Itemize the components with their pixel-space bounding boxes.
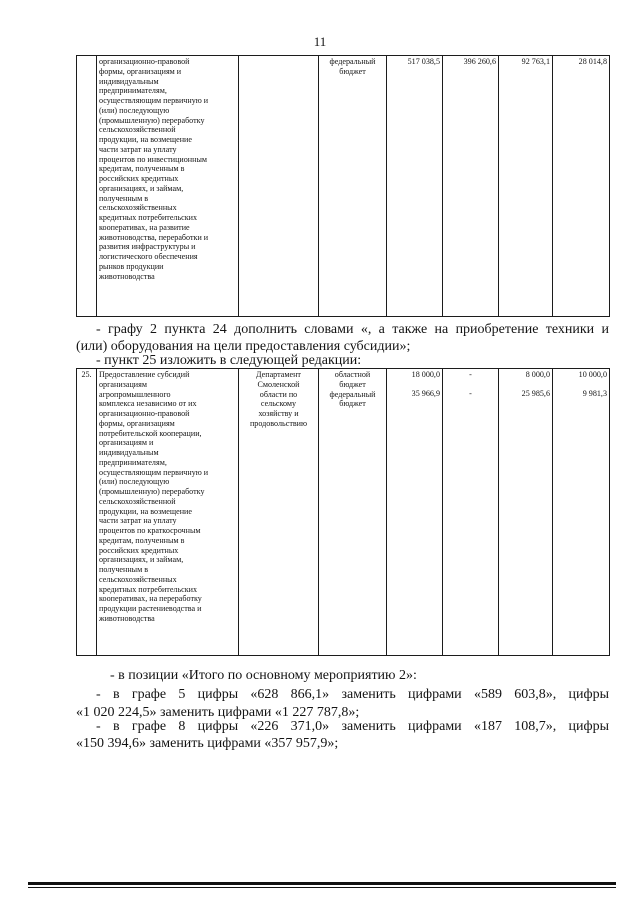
amendment-column-8: - в графе 8 цифры «226 371,0» заменить цифрами «187 108,7», цифры	[96, 719, 609, 734]
value-federal-year-3: 9 981,3	[582, 388, 607, 398]
value-federal-year-2: 25 985,6	[521, 388, 550, 398]
table-row	[77, 369, 610, 656]
table-continuation	[76, 55, 610, 317]
amendment-paragraph-24-cont: (или) оборудования на цели предоставления субсидии»;	[76, 339, 411, 354]
cell-number	[77, 56, 97, 317]
cell-executor	[239, 56, 319, 317]
value-regional-year-3: 10 000,0	[578, 370, 607, 379]
cell-source	[319, 369, 387, 656]
amendment-column-5: - в графе 5 цифры «628 866,1» заменить цифрами «589 603,8», цифры	[96, 687, 609, 702]
cell-year-1	[443, 369, 499, 656]
page-number: 11	[313, 34, 327, 49]
table-item-25	[76, 368, 610, 656]
cell-source: федеральный бюджет	[319, 56, 387, 317]
amendment-paragraph-25: - пункт 25 изложить в следующей редакции:	[96, 353, 362, 368]
value-federal-year-1: -	[469, 388, 472, 398]
value-regional-year-2: 8 000,0	[525, 370, 550, 379]
value-federal-total: 35 966,9	[411, 388, 440, 398]
footer-rule	[28, 882, 616, 885]
source-federal: федеральный бюджет	[329, 389, 376, 409]
cell-total: 517 038,5	[387, 56, 443, 317]
cell-year-3	[553, 369, 610, 656]
table-row	[77, 56, 610, 317]
cell-description: организационно-правовой формы, организациям и индивидуальным предпринимателям, осуществляющим первичную и (или) последующую (промышленную) переработку сельскохозяйственной продукции, на возмещение части затрат на уплату процентов по инвестиционным кредитам, полученным в российских кредитных организациях, и займам, полученным в сельскохозяйственных кредитных потребительских кооперативах, на развитие животноводства, переработки и развития инфраструктуры и логистического обеспечения рынков продукции животноводства	[97, 56, 239, 317]
cell-number: 25.	[77, 369, 97, 656]
amendment-column-5-cont: «1 020 224,5» заменить цифрами «1 227 787,8»;	[76, 705, 360, 720]
amendment-paragraph-24: - графу 2 пункта 24 дополнить словами «, а также на приобретение техники и	[96, 322, 609, 337]
amendment-total-heading: - в позиции «Итого по основному мероприятию 2»:	[110, 668, 417, 683]
cell-description: Предоставление субсидий организациям агропромышленного комплекса независимо от их организационно-правовой формы, организациям потребительской кооперации, организациям и индивидуальным предпринимателям, осуществляющим первичную и (или) последующую (промышленную) переработку сельскохозяйственной продукции, на возмещение части затрат на уплату процентов по краткосрочным кредитам, полученным в российских кредитных организациях, и займам, полученным в сельскохозяйственных кредитных потребительских кооперативах, на переработку продукции растениеводства и животноводства	[97, 369, 239, 656]
cell-year-3: 28 014,8	[553, 56, 610, 317]
value-regional-total: 18 000,0	[411, 370, 440, 379]
footer-rule-thin	[28, 887, 616, 888]
value-regional-year-1: -	[469, 370, 472, 379]
cell-year-2: 92 763,1	[499, 56, 553, 317]
amendment-column-8-cont: «150 394,6» заменить цифрами «357 957,9»;	[76, 736, 339, 751]
cell-year-1: 396 260,6	[443, 56, 499, 317]
cell-total	[387, 369, 443, 656]
cell-year-2	[499, 369, 553, 656]
cell-executor: Департамент Смоленской области по сельскому хозяйству и продовольствию	[239, 369, 319, 656]
source-regional: областной бюджет	[334, 370, 371, 389]
